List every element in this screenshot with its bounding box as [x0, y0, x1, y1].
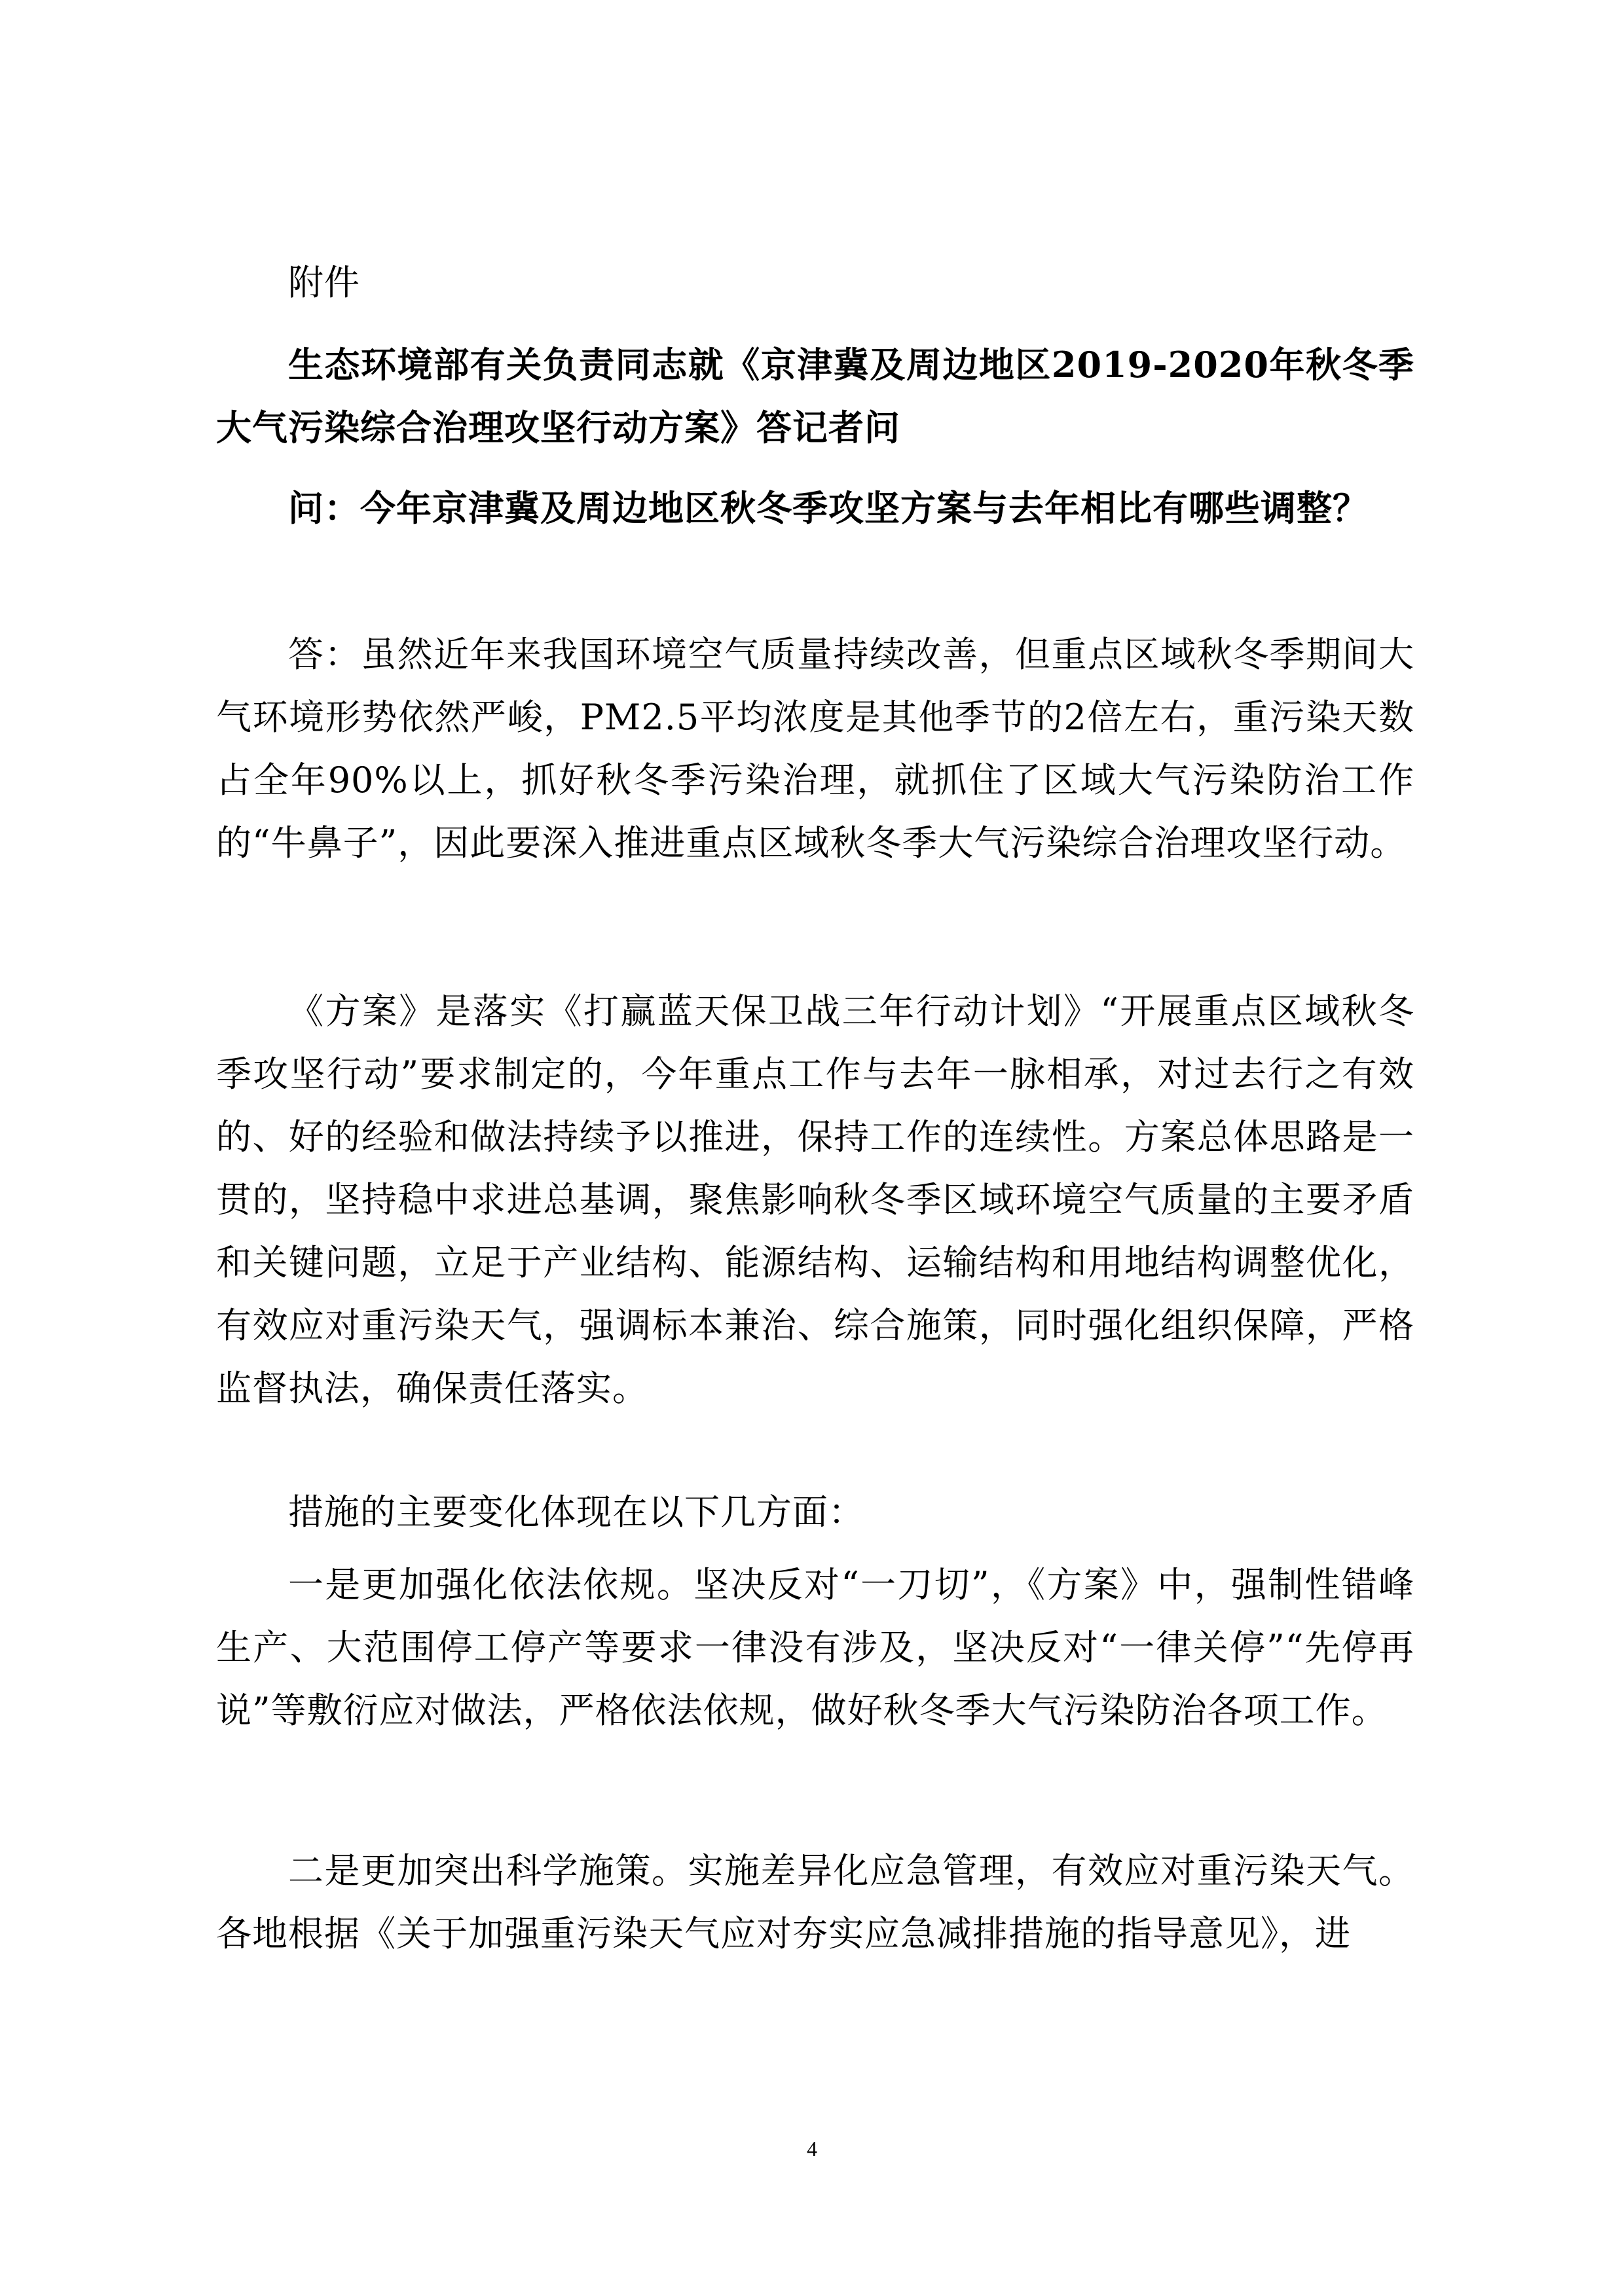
- page-number: 4: [807, 2137, 817, 2160]
- answer-paragraph: 《方案》是落实《打赢蓝天保卫战三年行动计划》“开展重点区域秋冬季攻坚行动”要求制定的，今年重点工作与去年一脉相承，对过去行之有效的、好的经验和做法持续予以推进，保持工作的连续性。方案总体思路是一贯的，坚持稳中求进总基调，聚焦影响秋冬季区域环境空气质量的主要矛盾和关键问题，立足于产业结构、能源结构、运输结构和用地结构调整优化，有效应对重污染天气，强调标本兼治、综合施策，同时强化组织保障，严格监督执法，确保责任落实。: [216, 991, 1414, 1409]
- answer-paragraph: 一是更加强化依法依规。坚决反对“一刀切”，《方案》中，强制性错峰生产、大范围停工停产等要求一律没有涉及，坚决反对“一律关停”“先停再说”等敷衍应对做法，严格依法依规，做好秋冬季大气污染防治各项工作。: [216, 1564, 1414, 1731]
- attachment-label: 附件: [288, 262, 360, 303]
- question-heading: 问：今年京津冀及周边地区秋冬季攻坚方案与去年相比有哪些调整？: [288, 487, 1369, 529]
- document-title: 生态环境部有关负责同志就《京津冀及周边地区2019-2020年秋冬季大气污染综合治理攻坚行动方案》答记者问: [216, 344, 1414, 448]
- answer-paragraph: 措施的主要变化体现在以下几方面：: [288, 1491, 864, 1533]
- answer-paragraph: 答：虽然近年来我国环境空气质量持续改善，但重点区域秋冬季期间大气环境形势依然严峻，PM2.5平均浓度是其他季节的2倍左右，重污染天数占全年90%以上，抓好秋冬季污染治理，就抓住了区域大气污染防治工作的“牛鼻子”，因此要深入推进重点区域秋冬季大气污染综合治理攻坚行动。: [216, 634, 1414, 864]
- answer-paragraph: 二是更加突出科学施策。实施差异化应急管理，有效应对重污染天气。各地根据《关于加强重污染天气应对夯实应急减排措施的指导意见》，进: [216, 1850, 1414, 1954]
